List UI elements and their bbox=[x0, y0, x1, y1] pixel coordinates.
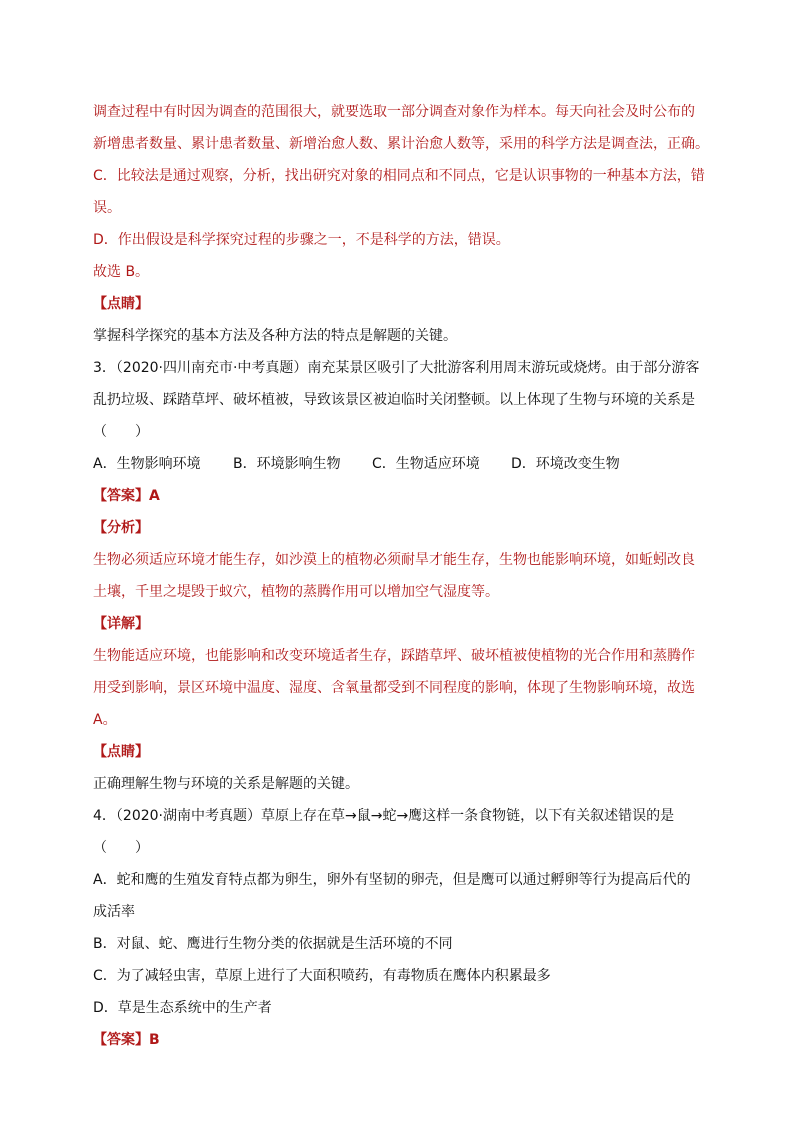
q3-analysis-line-1: 生物必须适应环境才能生存，如沙漠上的植物必须耐旱才能生存，生物也能影响环境，如蚯蚓改良 bbox=[93, 552, 695, 568]
q3-detail-line-3: A。 bbox=[93, 712, 117, 728]
q3-analysis-heading: 【分析】 bbox=[93, 520, 149, 536]
q3-option-a: A．生物影响环境 bbox=[93, 456, 201, 472]
q3-detail-heading: 【详解】 bbox=[93, 616, 149, 632]
q4-option-b: B．对鼠、蛇、鹰进行生物分类的依据就是生活环境的不同 bbox=[93, 936, 453, 952]
q3-stem-line-1: 3．（2020·四川南充市·中考真题）南充某景区吸引了大批游客利用周末游玩或烧烤。由于部分游客 bbox=[93, 360, 700, 376]
q2-option-c-line-2: 误。 bbox=[93, 200, 121, 216]
q3-comment-heading: 【点睛】 bbox=[93, 744, 149, 760]
q2-option-d: D．作出假设是科学探究过程的步骤之一，不是科学的方法，错误。 bbox=[93, 232, 510, 248]
q3-option-c: C．生物适应环境 bbox=[372, 456, 480, 472]
q2-conclusion: 故选 B。 bbox=[93, 264, 150, 280]
q3-stem-line-2: 乱扔垃圾、踩踏草坪、破坏植被，导致该景区被迫临时关闭整顿。以上体现了生物与环境的关系是 bbox=[93, 392, 695, 408]
q4-answer: 【答案】B bbox=[93, 1032, 160, 1048]
q3-comment-text: 正确理解生物与环境的关系是解题的关键。 bbox=[93, 776, 359, 792]
q3-option-b: B．环境影响生物 bbox=[233, 456, 341, 472]
q2-option-c-line-1: C．比较法是通过观察，分析，找出研究对象的相同点和不同点，它是认识事物的一种基本方法，错 bbox=[93, 168, 705, 184]
q4-stem-line-1: 4．（2020·湖南中考真题）草原上存在草→鼠→蛇→鹰这样一条食物链，以下有关叙述错误的是 bbox=[93, 808, 675, 824]
q4-option-a-line-1: A．蛇和鹰的生殖发育特点都为卵生，卵外有坚韧的卵壳，但是鹰可以通过孵卵等行为提高后代的 bbox=[93, 872, 691, 888]
q2-comment-text: 掌握科学探究的基本方法及各种方法的特点是解题的关键。 bbox=[93, 328, 457, 344]
q3-detail-line-1: 生物能适应环境，也能影响和改变环境适者生存，踩踏草坪、破坏植被使植物的光合作用和蒸腾作 bbox=[93, 648, 695, 664]
q3-options bbox=[93, 448, 713, 480]
q2-explanation-line-2: 新增患者数量、累计患者数量、新增治愈人数、累计治愈人数等，采用的科学方法是调查法，正确。 bbox=[93, 136, 709, 152]
q2-comment-heading: 【点睛】 bbox=[93, 296, 149, 312]
q2-explanation-line-1: 调查过程中有时因为调查的范围很大，就要选取一部分调查对象作为样本。每天向社会及时公布的 bbox=[93, 104, 695, 120]
document-page bbox=[93, 96, 713, 1056]
q3-analysis-line-2: 土壤，千里之堤毁于蚁穴，植物的蒸腾作用可以增加空气湿度等。 bbox=[93, 584, 499, 600]
q4-stem-line-2: （ ） bbox=[93, 840, 149, 856]
q3-detail-line-2: 用受到影响，景区环境中温度、湿度、含氧量都受到不同程度的影响，体现了生物影响环境，故选 bbox=[93, 680, 695, 696]
q4-option-a-line-2: 成活率 bbox=[93, 904, 135, 920]
q3-answer: 【答案】A bbox=[93, 488, 160, 504]
q3-option-d: D．环境改变生物 bbox=[511, 456, 620, 472]
q4-option-c: C．为了减轻虫害，草原上进行了大面积喷药，有毒物质在鹰体内积累最多 bbox=[93, 968, 551, 984]
q4-option-d: D．草是生态系统中的生产者 bbox=[93, 1000, 272, 1016]
q3-stem-line-3: （ ） bbox=[93, 424, 149, 440]
